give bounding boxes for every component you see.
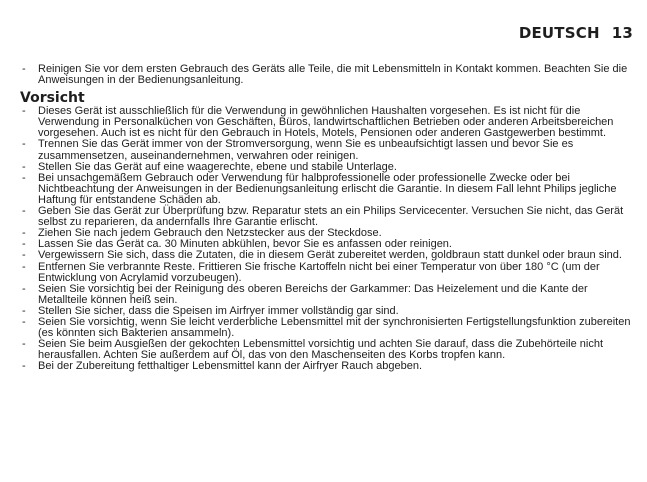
list-item: - Trennen Sie das Gerät immer von der Stromversorgung, wenn Sie es unbeaufsichtigt lassen und bevor Sie es zusammensetzen, auseinandernehmen, verwahren oder reinigen. [20,139,638,161]
list-item: - Stellen Sie sicher, dass die Speisen im Airfryer immer vollständig gar sind. [20,306,638,317]
language-label: DEUTSCH [518,24,600,42]
list-item: - Seien Sie beim Ausgießen der gekochten Lebensmittel vorsichtig und achten Sie darauf, dass die Zubehörteile nicht herausfallen. Achten Sie außerdem auf Öl, das von den Maschenseiten des Korbs tropfen kann. [20,339,638,361]
caution-list [20,106,638,372]
list-item: - Seien Sie vorsichtig bei der Reinigung des oberen Bereichs der Garkammer: Das Heizelement und die Kante der Metallteile können heiß sein. [20,284,638,306]
list-item: - Stellen Sie das Gerät auf eine waagerechte, ebene und stabile Unterlage. [20,162,638,173]
intro-list [20,64,638,86]
list-item: - Reinigen Sie vor dem ersten Gebrauch des Geräts alle Teile, die mit Lebensmitteln in Kontakt kommen. Beachten Sie die Anweisungen in der Bedienungsanleitung. [20,64,638,86]
list-item: - Geben Sie das Gerät zur Überprüfung bzw. Reparatur stets an ein Philips Servicecenter. Versuchen Sie nicht, das Gerät selbst zu reparieren, da andernfalls Ihre Garantie erlischt. [20,206,638,228]
page-header [519,24,633,42]
list-item: - Lassen Sie das Gerät ca. 30 Minuten abkühlen, bevor Sie es anfassen oder reinigen. [20,239,638,250]
document-body [20,64,638,372]
list-item: - Dieses Gerät ist ausschließlich für die Verwendung in gewöhnlichen Haushalten vorgesehen. Es ist nicht für die Verwendung in Personalküchen von Geschäften, Büros, landwirtschaftlichen Betrieben oder anderen Arbeitsbereichen vorgesehen. Auch ist es nicht für den Gebrauch in Hotels, Motels, Pensionen oder anderen Gastgewerben bestimmt. [20,106,638,139]
page-number: 13 [611,24,633,42]
list-item: - Ziehen Sie nach jedem Gebrauch den Netzstecker aus der Steckdose. [20,228,638,239]
list-item: - Seien Sie vorsichtig, wenn Sie leicht verderbliche Lebensmittel mit der synchronisierten Fertigstellungsfunktion zubereiten (es könnten sich Bakterien ansammeln). [20,317,638,339]
list-item: - Bei unsachgemäßem Gebrauch oder Verwendung für halbprofessionelle oder professionelle Zwecke oder bei Nichtbeachtung der Anweisungen in der Bedienungsanleitung erlischt die Garantie. In diesem Fall lehnt Philips jegliche Haftung für entstandene Schäden ab. [20,173,638,206]
list-item: - Entfernen Sie verbrannte Reste. Frittieren Sie frische Kartoffeln nicht bei einer Temperatur von über 180 °C (um der Entwicklung von Acrylamid vorzubeugen). [20,262,638,284]
section-title: Vorsicht [20,90,85,107]
list-item: - Vergewissern Sie sich, dass die Zutaten, die in diesem Gerät zubereitet werden, goldbraun statt dunkel oder braun sind. [20,250,638,261]
list-item: - Bei der Zubereitung fetthaltiger Lebensmittel kann der Airfryer Rauch abgeben. [20,361,638,372]
